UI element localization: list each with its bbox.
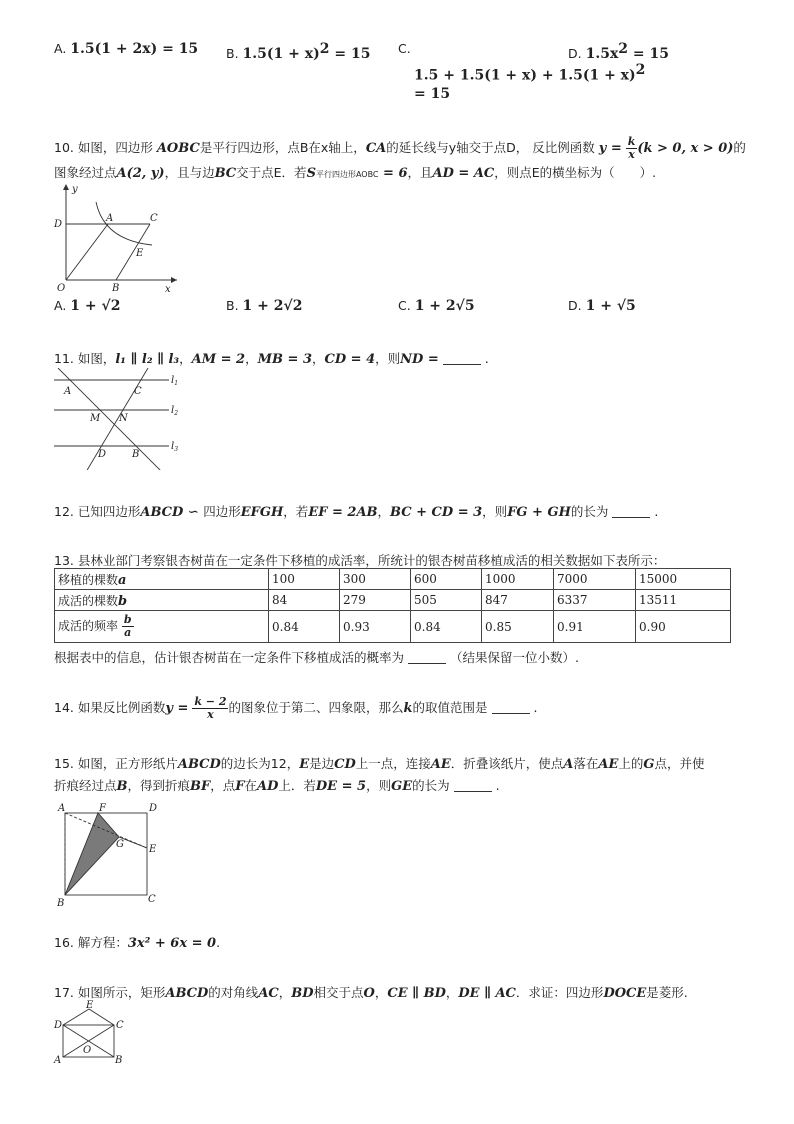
q9-option-c-expr: 1.5 + 1.5(1 + x) + 1.5(1 + x) [414,67,636,84]
fraction [192,696,228,721]
point-label-c: C [150,213,158,224]
q13-intro: 13. 县林业部门考察银杏树苗在一定条件下移植的成活率，所统计的银杏树苗移植成活的相关数据如下表所示： [54,553,666,568]
text: 的长为 [412,778,450,793]
text: ， [374,985,388,1000]
q14-question [54,696,538,721]
math: BF [190,779,211,794]
text: ，则 [375,351,401,366]
exponent: 2 [319,41,330,57]
math: CD [334,757,356,772]
math: O [363,986,375,1001]
fraction [122,614,134,639]
q15-line-2 [54,776,500,794]
math: AE [598,757,619,772]
table-row [55,611,731,643]
math: AE [430,757,451,772]
math: ND = [400,352,439,367]
text: 15. 如图，正方形纸片 [54,756,178,771]
table-cell: 1000 [482,569,554,590]
math: 3x² + 6x = 0 [127,936,217,951]
option-expr: 1 + √5 [585,298,636,314]
hyperbola-curve [96,202,152,245]
text: 根据表中的信息，估计银杏树苗在一定条件下移植成活的概率为 [54,650,405,665]
q9-option-c-label [398,41,411,56]
segment-ce [89,1009,114,1025]
math: E [299,757,310,772]
math: y = [598,141,622,156]
point-label-c: C [116,1020,124,1031]
text: 成活的频率 [58,619,119,633]
row-header [55,590,269,611]
point-label-c: C [134,386,142,397]
point-label-c: C [148,894,156,905]
math: G [643,757,655,772]
point-label-b: B [57,898,65,908]
q10-figure [52,180,182,295]
table-cell: 279 [340,590,411,611]
option-label: B. [226,298,239,313]
math: EF = 2AB [308,505,378,520]
q15-figure [52,800,162,908]
text: ，则 [366,778,392,793]
math: k [403,701,413,716]
point-label-a: A [54,1055,62,1066]
text: 交于点E．若 [236,165,307,180]
math: A [563,757,574,772]
table-cell: 7000 [554,569,636,590]
point-label-d: D [54,1020,63,1031]
text: . [533,700,538,715]
text: 的边长为12， [220,756,300,771]
text: 相交于点 [313,985,364,1000]
exponent: 2 [618,41,629,57]
text: 11. 如图， [54,351,116,366]
math: GE [391,779,413,794]
point-label-b: B [112,283,120,294]
exponent: 2 [635,62,646,78]
text: 上一点，连接 [355,756,431,771]
row-header [55,569,269,590]
q10-line-1 [54,136,746,161]
denominator: x [207,708,214,721]
answer-blank [454,790,492,792]
line-label-l1: $l_1$ [171,375,179,387]
text: （结果保留一位小数）. [450,650,579,665]
text: ，且与边 [164,165,215,180]
fraction [626,136,638,161]
answer-blank [492,712,530,714]
point-label-b: B [132,449,140,460]
math: y = [165,701,189,716]
math: S [306,166,316,181]
text: ，且 [407,165,433,180]
q9-option-d [568,41,669,62]
point-label-a: A [58,803,66,814]
text: 四边形 [203,504,241,519]
table-cell: 0.93 [340,611,411,643]
math: DE ∥ AC [458,986,516,1001]
text: 的 [733,140,746,155]
point-label-d: D [149,803,158,814]
q10-line-2 [54,163,656,181]
segment-oa [66,224,108,280]
option-expr: 1 + √2 [70,298,121,314]
text: ， [445,985,459,1000]
math: BD [291,986,314,1001]
text: 成活的棵数 [58,593,119,608]
text: 的延长线与y轴交于点D， 反比例函数 [386,140,595,155]
text: 17. 如图所示，矩形 [54,985,166,1000]
q16-question [54,933,220,951]
table-cell: 847 [482,590,554,611]
text: 是菱形. [646,985,688,1000]
point-label-e: E [136,248,144,259]
text: ，得到折痕 [127,778,191,793]
q10-option-c [398,298,475,314]
answer-blank [408,662,446,664]
text: 是平行四边形，点B在x轴上， [199,140,366,155]
table-cell: 0.84 [411,611,482,643]
option-label: C. [398,41,411,56]
q17-figure [52,1000,132,1066]
text: 在 [244,778,258,793]
math: EFGH [240,505,284,520]
q10-option-a [54,298,120,314]
text: . [495,778,500,793]
math: DOCE [603,986,647,1001]
answer-blank [612,516,650,518]
text: . [654,504,659,519]
subscript: 平行四边形AOBC [315,170,379,179]
q13-data-table [54,568,731,643]
math: AC [258,986,279,1001]
point-label-e: E [149,844,157,855]
point-label-e: E [86,1000,94,1011]
q9-option-b [226,41,370,62]
text: ，则 [482,504,508,519]
q9-option-b-tail: = 15 [329,46,371,63]
text: 点，并使 [654,756,705,771]
table-cell: 100 [269,569,340,590]
text: 12. 已知四边形 [54,504,141,519]
point-label-d: D [98,449,107,460]
text: 移植的棵数 [58,572,119,587]
row-header [55,611,269,643]
math: CA [365,141,387,156]
math: = 6 [378,166,408,181]
option-label: D. [568,298,582,313]
text: ， [377,504,391,519]
point-label-m: M [90,413,101,424]
math: F [235,779,245,794]
option-label: D. [568,46,582,62]
option-label: C. [398,298,411,313]
q9-option-a-expr: 1.5(1 + 2x) = 15 [70,41,199,57]
math: BC [214,166,237,181]
text: 上．若 [278,778,316,793]
table-row [55,569,731,590]
math: AOBC [156,141,200,156]
text: 落在 [573,756,599,771]
text: ， [278,985,292,1000]
q9-option-b-expr: 1.5(1 + x) [242,46,320,63]
q9-option-a [54,41,198,57]
text: ．求证：四边形 [515,985,604,1000]
text: 折痕经过点 [54,778,117,793]
axis-label-y: y [72,184,78,195]
q10-option-b [226,298,302,314]
text: ， [245,351,258,366]
point-label-f: F [99,803,106,814]
table-cell: 84 [269,590,340,611]
point-label-b: B [115,1055,123,1066]
point-label-a: A [64,386,72,397]
table-cell: 600 [411,569,482,590]
point-label-o: O [57,283,66,294]
math: CD = 4 [324,352,376,367]
text: 的长为 [570,504,609,519]
math: B [116,779,128,794]
text: 14. 如果反比例函数 [54,700,166,715]
q11-question [54,349,489,367]
math: MB = 3 [257,352,312,367]
math: l₁ ∥ l₂ ∥ l₃ [115,352,180,367]
q9-option-c-expr2 [414,86,450,102]
q9-option-d-expr: 1.5x [585,46,619,63]
text: ，点 [210,778,236,793]
text: ， [312,351,325,366]
segment-de [63,1009,89,1025]
point-label-g: G [116,839,124,850]
transversal-ab [58,368,162,470]
numerator: k − 2 [194,695,227,708]
text: 10. 如图，四边形 [54,140,157,155]
text: 16. 解方程： [54,935,128,950]
numerator: k [627,135,636,148]
math: ABCD [165,986,209,1001]
text: 的对角线 [208,985,259,1000]
text: 是边 [309,756,335,771]
text: 上的 [618,756,644,771]
denominator: x [628,148,635,161]
option-label: A. [54,41,67,56]
folded-triangle [65,813,119,895]
text: ．折叠该纸片，使点 [450,756,564,771]
text: ，则点E的横坐标为（ ）. [494,165,657,180]
math: (k > 0, x > 0) [637,141,734,156]
table-cell: 0.84 [269,611,340,643]
table-cell: 0.90 [636,611,731,643]
point-label-a: A [106,213,114,224]
segment-bc [116,224,150,280]
math: FG + GH [507,505,571,520]
point-label-o: O [83,1045,92,1056]
text: ，若 [283,504,309,519]
q11-figure [52,368,187,470]
math: AD = AC [432,166,495,181]
line-label-l3: $l_3$ [171,441,179,453]
math: BC + CD = 3 [390,505,483,520]
q15-line-1 [54,754,705,772]
text: . [216,935,221,950]
text: . [484,351,489,366]
denominator: a [124,626,132,639]
answer-blank [443,363,481,365]
table-cell: 15000 [636,569,731,590]
table-row [55,590,731,611]
line-label-l2: $l_2$ [171,405,179,417]
table-cell: 6337 [554,590,636,611]
q9-option-c-expr1 [414,62,645,83]
math: AD [257,779,279,794]
q10-option-d [568,298,636,314]
q9-option-c-expr-2: = 15 [414,86,451,102]
math: A(2, y) [116,166,165,181]
option-label: A. [54,298,67,313]
math: a [118,572,127,588]
point-label-n: N [119,413,128,424]
axis-label-x: x [165,284,171,295]
text: 的图象位于第二、四象限，那么 [228,700,404,715]
math: DE = 5 [315,779,367,794]
q12-question [54,502,658,520]
text: ， [179,351,192,366]
y-axis-arrow [63,184,69,190]
option-expr: 1 + 2√2 [242,298,303,314]
q13-question [54,648,579,666]
math: ABCD [177,757,221,772]
q17-question [54,983,688,1001]
text: 图象经过点 [54,165,117,180]
text: 的取值范围是 [412,700,488,715]
option-expr: 1 + 2√5 [414,298,475,314]
table-cell: 0.85 [482,611,554,643]
math: ∽ [183,505,204,520]
table-cell: 505 [411,590,482,611]
table-cell: 13511 [636,590,731,611]
q9-option-d-tail: = 15 [628,46,670,63]
x-axis-arrow [171,277,177,283]
point-label-d: D [54,219,63,230]
math: ABCD [140,505,184,520]
math: b [118,593,128,609]
table-cell: 300 [340,569,411,590]
option-label: B. [226,46,239,62]
math: CE ∥ BD [387,986,446,1001]
table-cell: 0.91 [554,611,636,643]
math: AM = 2 [191,352,246,367]
numerator: b [123,613,132,626]
